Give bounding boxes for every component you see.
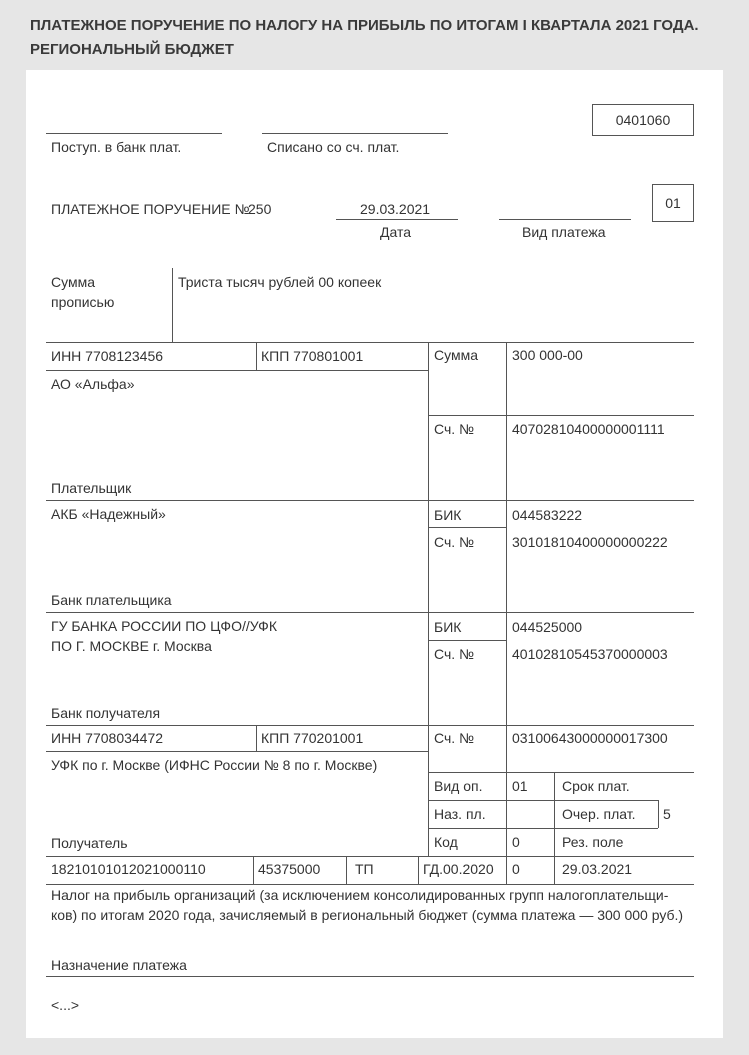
- payment-purpose-label: Назначение платежа: [51, 957, 187, 973]
- payee-bank-name-line-1: ГУ БАНКА РОССИИ ПО ЦФО//УФК: [51, 618, 277, 634]
- grid-line: [346, 856, 347, 884]
- received-label: Поступ. в банк плат.: [51, 139, 182, 155]
- kbk-value: 18210101012021000110: [51, 861, 206, 877]
- grid-line: [428, 640, 506, 641]
- payee-account: 03100643000000017300: [512, 730, 668, 746]
- payment-type-underline: [499, 219, 631, 220]
- grid-line: [46, 342, 694, 343]
- grid-line: [46, 612, 694, 613]
- grid-line: [428, 527, 506, 528]
- grid-line: [554, 772, 555, 856]
- payment-basis: ТП: [355, 861, 374, 877]
- amount-words-label-2: прописью: [51, 294, 115, 310]
- payer-bank-label: Банк плательщика: [51, 592, 172, 608]
- grid-line: [256, 342, 257, 370]
- payer-account: 40702810400000001111: [512, 421, 665, 437]
- grid-line: [46, 500, 694, 501]
- oktmo-value: 45375000: [258, 861, 321, 877]
- payer-bank-account: 30101810400000000222: [512, 534, 668, 550]
- document-number: 0: [512, 861, 520, 877]
- grid-line: [46, 856, 694, 857]
- sum-label: Сумма: [434, 347, 478, 363]
- grid-line: [658, 800, 659, 828]
- grid-line: [46, 976, 694, 977]
- grid-line: [256, 725, 257, 751]
- grid-line: [428, 415, 694, 416]
- payment-order-sheet: [26, 70, 723, 1038]
- document-date: 29.03.2021: [562, 861, 633, 877]
- payment-type-label: Вид платежа: [522, 224, 606, 240]
- payee-account-label: Сч. №: [434, 730, 475, 746]
- grid-line: [46, 370, 428, 371]
- grid-line: [428, 342, 429, 856]
- payee-bank-account-label: Сч. №: [434, 646, 475, 662]
- date-label: Дата: [380, 224, 412, 240]
- op-type-label: Вид оп.: [434, 778, 483, 794]
- payee-inn: ИНН 7708034472: [51, 730, 164, 746]
- payer-label: Плательщик: [51, 480, 132, 496]
- code-label: Код: [434, 834, 458, 850]
- payee-kpp: КПП 770201001: [261, 730, 364, 746]
- grid-line: [428, 828, 658, 829]
- code-value: 0: [512, 834, 520, 850]
- payee-label: Получатель: [51, 835, 128, 851]
- order-date: 29.03.2021: [360, 201, 431, 217]
- priority-value: 5: [663, 806, 671, 822]
- grid-line: [506, 342, 507, 884]
- grid-line: [418, 856, 419, 884]
- debited-label: Списано со сч. плат.: [267, 139, 400, 155]
- payee-bank-account: 40102810545370000003: [512, 646, 668, 662]
- grid-line: [428, 800, 658, 801]
- payer-bank-name: АКБ «Надежный»: [51, 506, 166, 522]
- payer-bank-account-label: Сч. №: [434, 534, 475, 550]
- grid-line: [46, 751, 428, 752]
- purpose-code-label: Наз. пл.: [434, 806, 486, 822]
- grid-line: [253, 856, 254, 884]
- date-underline: [336, 219, 458, 220]
- payer-bank-bik-label: БИК: [434, 507, 462, 523]
- amount-words-divider: [172, 268, 173, 342]
- payment-term-label: Срок плат.: [562, 778, 630, 794]
- debited-underline: [262, 133, 448, 134]
- payee-bank-bik-label: БИК: [434, 619, 462, 635]
- payer-inn: ИНН 7708123456: [51, 348, 164, 364]
- payer-kpp: КПП 770801001: [261, 348, 364, 364]
- received-underline: [46, 133, 222, 134]
- payee-bank-label: Банк получателя: [51, 705, 161, 721]
- payment-purpose-line-1: Налог на прибыль организаций (за исключением консолидированных групп налогоплательщи-: [51, 887, 669, 903]
- header-line-2: РЕГИОНАЛЬНЫЙ БЮДЖЕТ: [30, 41, 234, 58]
- omitted-content-ellipsis: <...>: [51, 997, 80, 1013]
- payer-account-label: Сч. №: [434, 421, 475, 437]
- reserve-field-label: Рез. поле: [562, 834, 624, 850]
- payer-bank-bik: 044583222: [512, 507, 583, 523]
- status-code-box: 01: [652, 184, 694, 222]
- payment-purpose-line-2: ков) по итогам 2020 года, зачисляемый в региональный бюджет (сумма платежа — 300 000 руб.): [51, 907, 684, 923]
- tax-period: ГД.00.2020: [423, 861, 494, 877]
- payee-bank-name-line-2: ПО Г. МОСКВЕ г. Москва: [51, 638, 212, 654]
- order-number: 250: [248, 201, 272, 217]
- sum-value: 300 000-00: [512, 347, 583, 363]
- grid-line: [428, 772, 694, 773]
- op-type-value: 01: [512, 778, 528, 794]
- order-title-label: ПЛАТЕЖНОЕ ПОРУЧЕНИЕ №: [51, 201, 250, 217]
- okud-code-box: 0401060: [592, 104, 694, 136]
- amount-words-label-1: Сумма: [51, 274, 95, 290]
- grid-line: [46, 725, 694, 726]
- page-header: [30, 14, 730, 62]
- priority-label: Очер. плат.: [562, 806, 636, 822]
- payee-name: УФК по г. Москве (ИФНС России № 8 по г. Москве): [51, 757, 378, 773]
- payer-name: АО «Альфа»: [51, 376, 135, 392]
- amount-words: Триста тысяч рублей 00 копеек: [178, 274, 382, 290]
- grid-line: [554, 856, 555, 884]
- header-line-1: ПЛАТЕЖНОЕ ПОРУЧЕНИЕ ПО НАЛОГУ НА ПРИБЫЛЬ ПО ИТОГАМ I КВАРТАЛА 2021 ГОДА.: [30, 17, 699, 34]
- payee-bank-bik: 044525000: [512, 619, 583, 635]
